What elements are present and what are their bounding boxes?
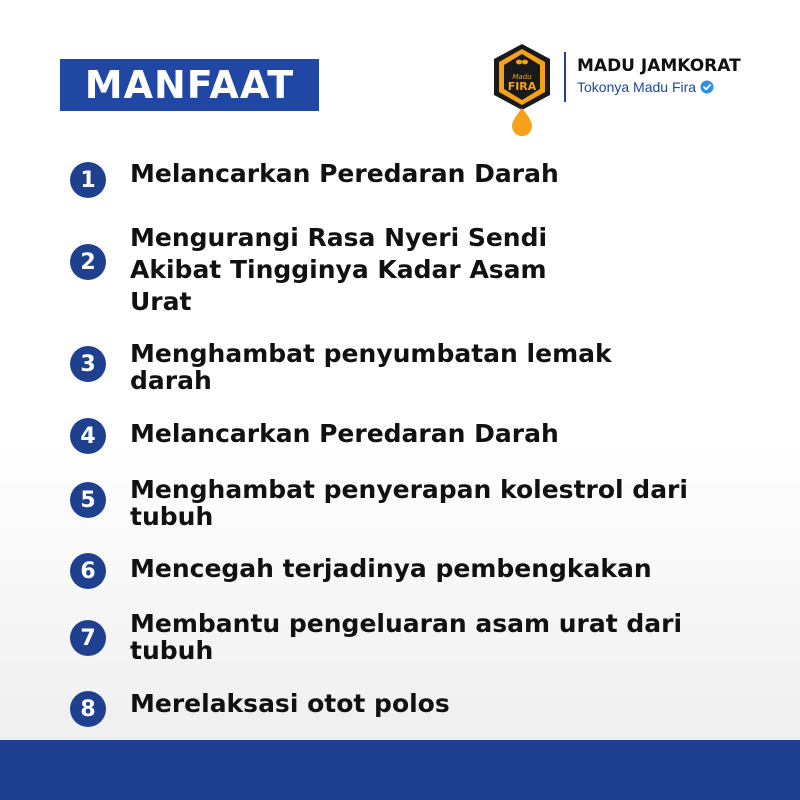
brand-header xyxy=(490,42,790,137)
verified-check-icon xyxy=(700,80,714,94)
number-badge: 7 xyxy=(70,620,106,656)
svg-text:FIRA: FIRA xyxy=(507,80,537,93)
benefit-text: Merelaksasi otot polos xyxy=(130,689,450,718)
number-badge: 4 xyxy=(70,418,106,454)
benefit-text: Melancarkan Peredaran Darah xyxy=(130,159,559,188)
number-badge: 5 xyxy=(70,482,106,518)
benefit-text: Membantu pengeluaran asam urat dari tubuh xyxy=(130,609,683,665)
benefit-text: Mencegah terjadinya pembengkakan xyxy=(130,554,652,583)
brand-tagline: Tokonya Madu Fira xyxy=(577,79,697,95)
svg-text:Madu: Madu xyxy=(512,73,532,81)
number-badge: 6 xyxy=(70,553,106,589)
number-badge: 1 xyxy=(70,162,106,198)
benefit-text: Menghambat penyumbatan lemak darah xyxy=(130,339,612,395)
madu-fira-logo xyxy=(490,42,554,137)
benefit-text: Melancarkan Peredaran Darah xyxy=(130,419,559,448)
benefit-text: Menghambat penyerapan kolestrol dari tubuh xyxy=(130,475,688,531)
brand-tagline-row xyxy=(577,79,714,95)
number-badge: 8 xyxy=(70,691,106,727)
page-title: MANFAAT xyxy=(84,63,295,107)
benefit-text: Mengurangi Rasa Nyeri Sendi Akibat Tingginya Kadar Asam Urat xyxy=(130,223,548,316)
brand-name: MADU JAMKORAT xyxy=(577,56,741,76)
brand-divider xyxy=(564,52,566,102)
footer-bar xyxy=(0,740,800,800)
title-badge xyxy=(60,59,319,111)
number-badge: 2 xyxy=(70,244,106,280)
number-badge: 3 xyxy=(70,346,106,382)
